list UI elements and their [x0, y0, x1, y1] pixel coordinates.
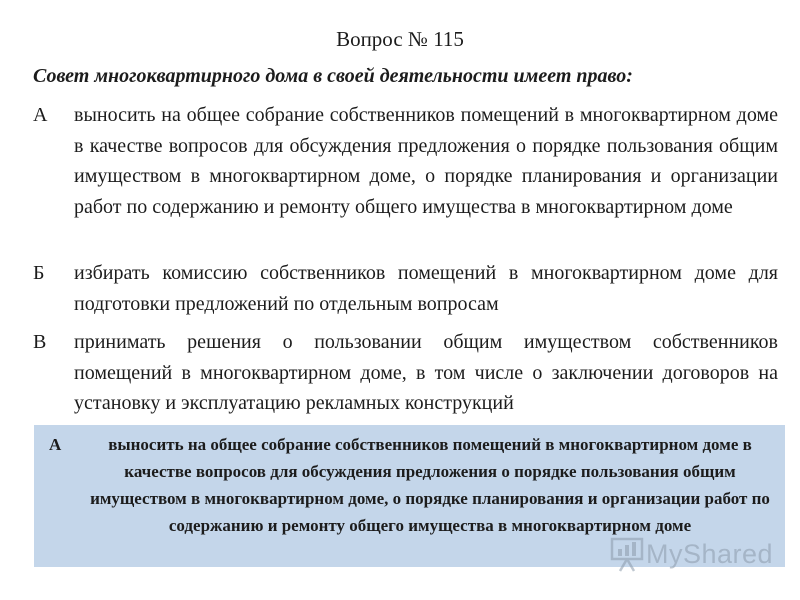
answer-option-c — [33, 327, 778, 419]
question-text: Совет многоквартирного дома в своей деятельности имеет право: — [33, 65, 633, 87]
option-letter: В — [33, 331, 47, 353]
option-letter: А — [33, 104, 48, 126]
option-letter: Б — [33, 262, 45, 284]
correct-answer-text: выносить на общее собрание собственников помещений в многоквартирном доме в качестве вопросов для обсуждения предложения о порядке пользования общим имуществом в многоквартирном доме, о порядке планирования и организации работ по содержанию и ремонту общего имущества в многоквартирном доме — [90, 435, 770, 535]
answer-option-a — [33, 100, 778, 222]
option-text: выносить на общее собрание собственников помещений в многоквартирном доме в качестве вопросов для обсуждения предложения о порядке пользования общим имуществом в многоквартирном доме, о порядке планирования и организации работ по содержанию и ремонту общего имущества в многоквартирном доме — [74, 104, 778, 218]
option-text: принимать решения о пользовании общим имуществом собственников помещений в многоквартирном доме, в том числе о заключении договоров на установку и эксплуатацию рекламных конструкций — [74, 331, 778, 414]
question-number-title: Вопрос № 115 — [336, 27, 464, 51]
answer-option-b — [33, 258, 778, 319]
correct-answer-letter: А — [49, 435, 62, 454]
correct-answer-box — [34, 425, 785, 567]
watermark-text: MyShared — [646, 538, 774, 569]
option-text: избирать комиссию собственников помещений в многоквартирном доме для подготовки предложений по отдельным вопросам — [74, 262, 778, 315]
